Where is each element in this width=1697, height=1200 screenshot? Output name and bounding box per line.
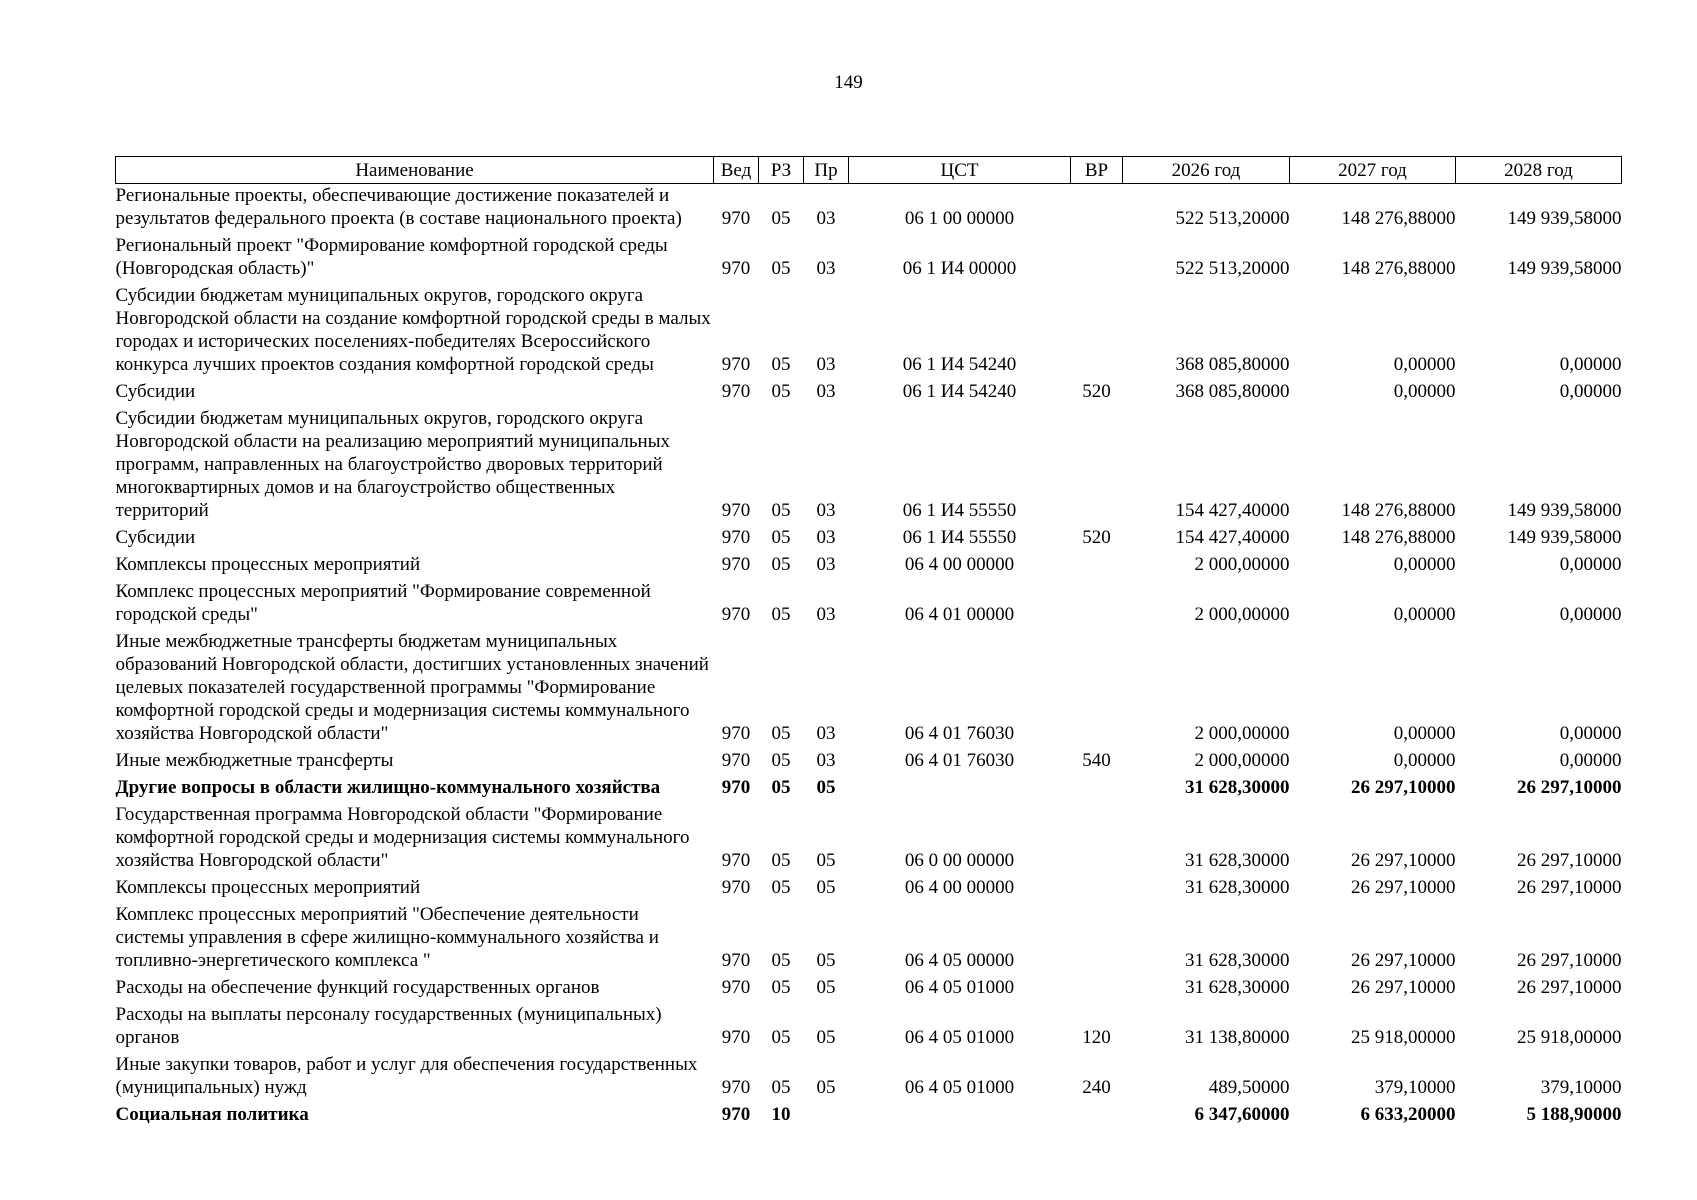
row-ved: 970: [721, 1027, 751, 1048]
row-amount-2028: 0,00000: [1559, 723, 1622, 744]
row-amount-2026: 522 513,20000: [1175, 208, 1290, 229]
row-cst: 06 4 05 01000: [904, 977, 1015, 998]
row-ved: 970: [721, 1077, 751, 1098]
table-row: [116, 526, 1622, 553]
row-amount-2027: 148 276,88000: [1341, 527, 1456, 548]
row-vr: [1071, 184, 1123, 235]
row-amount-2028: 26 297,10000: [1517, 777, 1622, 798]
row-ved: 970: [721, 527, 751, 548]
row-pr: 03: [816, 723, 836, 744]
table-row: [116, 1053, 1622, 1103]
table-row: [116, 903, 1622, 976]
table-row: [116, 776, 1622, 803]
row-name: Комплекс процессных мероприятий "Формирование современной городской среды": [115, 581, 651, 625]
row-amount-2026: 6 347,60000: [1194, 1104, 1290, 1125]
row-pr: 05: [816, 1077, 836, 1098]
row-amount-2026: 31 138,80000: [1185, 1027, 1290, 1048]
row-vr: [1071, 976, 1123, 1003]
row-cst: 06 1 И4 00000: [902, 258, 1017, 279]
row-amount-2026: 31 628,30000: [1185, 877, 1290, 898]
row-name: Комплекс процессных мероприятий "Обеспечение деятельности системы управления в сфере жилищно-коммунального хозяйства и топливно-энергетического комплекса ": [115, 904, 659, 971]
table-row: [116, 630, 1622, 749]
row-ved: 970: [721, 500, 751, 521]
row-amount-2028: 26 297,10000: [1517, 950, 1622, 971]
row-cst: 06 4 01 76030: [904, 750, 1015, 771]
row-cst: 06 1 И4 55550: [902, 527, 1017, 548]
table-row: [116, 1103, 1622, 1130]
row-amount-2028: 0,00000: [1559, 604, 1622, 625]
row-vr: [1071, 776, 1123, 803]
row-amount-2027: 148 276,88000: [1341, 208, 1456, 229]
row-ved: 970: [721, 604, 751, 625]
row-vr: [1071, 553, 1123, 580]
row-vr: [1071, 407, 1123, 526]
row-pr: 03: [816, 500, 836, 521]
row-pr: 05: [816, 877, 836, 898]
row-amount-2026: 154 427,40000: [1175, 500, 1290, 521]
row-name: Региональные проекты, обеспечивающие достижение показателей и результатов федерального проекта (в составе национального проекта): [115, 185, 682, 229]
row-amount-2028: 0,00000: [1559, 381, 1622, 402]
row-ved: 970: [721, 554, 751, 575]
header-2028: 2028 год: [1456, 157, 1622, 184]
row-name: Иные закупки товаров, работ и услуг для обеспечения государственных (муниципальных) нужд: [115, 1054, 698, 1098]
row-pr: 03: [816, 554, 836, 575]
table-row: [116, 976, 1622, 1003]
row-amount-2027: 26 297,10000: [1351, 777, 1456, 798]
row-amount-2026: 368 085,80000: [1175, 354, 1290, 375]
row-vr: [1071, 234, 1123, 284]
table-row: [116, 876, 1622, 903]
row-rz: 05: [771, 527, 791, 548]
row-ved: 970: [721, 258, 751, 279]
row-rz: 05: [771, 777, 791, 798]
row-pr: 03: [816, 527, 836, 548]
row-vr: 540: [1082, 750, 1111, 771]
row-amount-2026: 368 085,80000: [1175, 381, 1290, 402]
row-rz: 05: [771, 750, 791, 771]
row-amount-2027: 0,00000: [1393, 554, 1456, 575]
row-vr: 520: [1082, 381, 1111, 402]
row-pr: 05: [816, 850, 836, 871]
row-amount-2028: 25 918,00000: [1517, 1027, 1622, 1048]
row-amount-2028: 149 939,58000: [1507, 208, 1622, 229]
row-pr: 03: [816, 381, 836, 402]
row-vr: [1071, 1103, 1123, 1130]
row-amount-2027: 0,00000: [1393, 354, 1456, 375]
row-rz: 05: [771, 1077, 791, 1098]
row-name: Иные межбюджетные трансферты: [115, 750, 394, 771]
row-amount-2028: 26 297,10000: [1517, 850, 1622, 871]
row-amount-2027: 0,00000: [1393, 750, 1456, 771]
row-amount-2026: 2 000,00000: [1194, 750, 1290, 771]
row-vr: 240: [1082, 1077, 1111, 1098]
row-name: Государственная программа Новгородской области "Формирование комфортной городской среды и модернизация системы коммунального хозяйства Новгородской области": [115, 804, 690, 871]
row-amount-2027: 26 297,10000: [1351, 877, 1456, 898]
row-vr: 120: [1082, 1027, 1111, 1048]
row-amount-2026: 489,50000: [1208, 1077, 1290, 1098]
row-cst: 06 1 И4 55550: [902, 500, 1017, 521]
row-cst: [849, 776, 1071, 803]
row-rz: 05: [771, 850, 791, 871]
row-vr: [1071, 876, 1123, 903]
row-amount-2028: 0,00000: [1559, 750, 1622, 771]
row-cst: 06 4 01 00000: [904, 604, 1015, 625]
row-name: Субсидии бюджетам муниципальных округов, городского округа Новгородской области на реализацию мероприятий муниципальных программ, направленных на благоустройство дворовых территорий многоквартирных домов и на благоустройство общественных территорий: [115, 408, 670, 521]
row-pr: [804, 1103, 849, 1130]
row-amount-2027: 25 918,00000: [1351, 1027, 1456, 1048]
table-row: [116, 184, 1622, 235]
row-rz: 10: [771, 1104, 791, 1125]
row-pr: 05: [816, 950, 836, 971]
header-name: Наименование: [116, 157, 714, 184]
row-amount-2026: 2 000,00000: [1194, 604, 1290, 625]
table-row: [116, 1003, 1622, 1053]
row-pr: 03: [816, 258, 836, 279]
row-ved: 970: [721, 777, 751, 798]
row-rz: 05: [771, 877, 791, 898]
row-amount-2028: 0,00000: [1559, 354, 1622, 375]
row-vr: [1071, 284, 1123, 380]
page-number: 149: [834, 72, 863, 93]
row-rz: 05: [771, 354, 791, 375]
row-name: Расходы на выплаты персоналу государственных (муниципальных) органов: [115, 1004, 662, 1048]
row-amount-2028: 0,00000: [1559, 554, 1622, 575]
row-amount-2028: 379,10000: [1540, 1077, 1622, 1098]
row-ved: 970: [721, 208, 751, 229]
table-header: [116, 157, 1622, 184]
row-amount-2028: 26 297,10000: [1517, 877, 1622, 898]
header-2027: 2027 год: [1290, 157, 1456, 184]
row-cst: 06 1 И4 54240: [902, 354, 1017, 375]
row-vr: [1071, 580, 1123, 630]
row-ved: 970: [721, 723, 751, 744]
row-amount-2027: 379,10000: [1374, 1077, 1456, 1098]
row-amount-2027: 0,00000: [1393, 381, 1456, 402]
table-row: [116, 234, 1622, 284]
row-cst: 06 0 00 00000: [904, 850, 1015, 871]
row-amount-2027: 0,00000: [1393, 604, 1456, 625]
row-amount-2028: 26 297,10000: [1517, 977, 1622, 998]
row-pr: 05: [816, 777, 836, 798]
row-pr: 05: [816, 977, 836, 998]
row-cst: 06 4 05 00000: [904, 950, 1015, 971]
table-row: [116, 553, 1622, 580]
row-rz: 05: [771, 208, 791, 229]
row-cst: 06 1 И4 54240: [902, 381, 1017, 402]
row-ved: 970: [721, 977, 751, 998]
table-body: [116, 184, 1622, 1131]
row-vr: [1071, 903, 1123, 976]
row-amount-2028: 149 939,58000: [1507, 258, 1622, 279]
row-rz: 05: [771, 977, 791, 998]
row-cst: 06 4 01 76030: [904, 723, 1015, 744]
row-amount-2026: 2 000,00000: [1194, 723, 1290, 744]
table-row: [116, 803, 1622, 876]
row-name: Субсидии: [115, 381, 196, 402]
row-rz: 05: [771, 723, 791, 744]
row-ved: 970: [721, 850, 751, 871]
row-amount-2026: 31 628,30000: [1185, 977, 1290, 998]
row-rz: 05: [771, 1027, 791, 1048]
header-vr: ВР: [1071, 157, 1123, 184]
row-name: Субсидии бюджетам муниципальных округов, городского округа Новгородской области на создание комфортной городской среды в малых городах и исторических поселениях-победителях Всероссийского конкурса лучших проектов создания комфортной городской среды: [115, 285, 711, 375]
row-ved: 970: [721, 750, 751, 771]
budget-table: [115, 156, 1622, 1130]
row-pr: 03: [816, 750, 836, 771]
header-rz: РЗ: [759, 157, 804, 184]
row-amount-2026: 31 628,30000: [1185, 777, 1290, 798]
row-cst: 06 4 00 00000: [904, 877, 1015, 898]
row-pr: 03: [816, 604, 836, 625]
row-amount-2027: 6 633,20000: [1360, 1104, 1456, 1125]
row-name: Субсидии: [115, 527, 196, 548]
row-amount-2026: 154 427,40000: [1175, 527, 1290, 548]
row-cst: 06 4 05 01000: [904, 1027, 1015, 1048]
table-row: [116, 580, 1622, 630]
row-amount-2027: 26 297,10000: [1351, 977, 1456, 998]
row-pr: 03: [816, 208, 836, 229]
row-name: Иные межбюджетные трансферты бюджетам муниципальных образований Новгородской области, достигших установленных значений целевых показателей государственной программы "Формирование комфортной городской среды и модернизация системы коммунального хозяйства Новгородской области": [115, 631, 709, 744]
row-amount-2026: 2 000,00000: [1194, 554, 1290, 575]
row-rz: 05: [771, 554, 791, 575]
table-row: [116, 380, 1622, 407]
row-rz: 05: [771, 500, 791, 521]
row-amount-2027: 26 297,10000: [1351, 950, 1456, 971]
row-rz: 05: [771, 381, 791, 402]
row-name: Другие вопросы в области жилищно-коммунального хозяйства: [115, 777, 661, 798]
row-vr: 520: [1082, 527, 1111, 548]
row-ved: 970: [721, 381, 751, 402]
row-cst: 06 1 00 00000: [904, 208, 1015, 229]
row-amount-2027: 148 276,88000: [1341, 500, 1456, 521]
row-ved: 970: [721, 354, 751, 375]
row-rz: 05: [771, 950, 791, 971]
row-pr: 05: [816, 1027, 836, 1048]
row-name: Комплексы процессных мероприятий: [115, 877, 421, 898]
row-amount-2027: 26 297,10000: [1351, 850, 1456, 871]
row-amount-2028: 149 939,58000: [1507, 500, 1622, 521]
row-amount-2027: 148 276,88000: [1341, 258, 1456, 279]
row-cst: 06 4 05 01000: [904, 1077, 1015, 1098]
row-ved: 970: [721, 877, 751, 898]
row-amount-2026: 522 513,20000: [1175, 258, 1290, 279]
row-amount-2028: 149 939,58000: [1507, 527, 1622, 548]
table-row: [116, 407, 1622, 526]
row-rz: 05: [771, 258, 791, 279]
row-amount-2026: 31 628,30000: [1185, 950, 1290, 971]
row-cst: 06 4 00 00000: [904, 554, 1015, 575]
row-name: Региональный проект "Формирование комфортной городской среды (Новгородская область)": [115, 235, 668, 279]
row-ved: 970: [721, 1104, 751, 1125]
row-ved: 970: [721, 950, 751, 971]
row-amount-2028: 5 188,90000: [1526, 1104, 1622, 1125]
row-vr: [1071, 630, 1123, 749]
header-2026: 2026 год: [1123, 157, 1290, 184]
row-vr: [1071, 803, 1123, 876]
header-cst: ЦСТ: [849, 157, 1071, 184]
table-row: [116, 749, 1622, 776]
header-pr: Пр: [804, 157, 849, 184]
row-amount-2026: 31 628,30000: [1185, 850, 1290, 871]
row-cst: [849, 1103, 1071, 1130]
header-ved: Вед: [714, 157, 759, 184]
row-amount-2027: 0,00000: [1393, 723, 1456, 744]
table-row: [116, 284, 1622, 380]
row-name: Комплексы процессных мероприятий: [115, 554, 421, 575]
row-pr: 03: [816, 354, 836, 375]
row-name: Расходы на обеспечение функций государственных органов: [115, 977, 600, 998]
row-name: Социальная политика: [115, 1104, 309, 1125]
row-rz: 05: [771, 604, 791, 625]
